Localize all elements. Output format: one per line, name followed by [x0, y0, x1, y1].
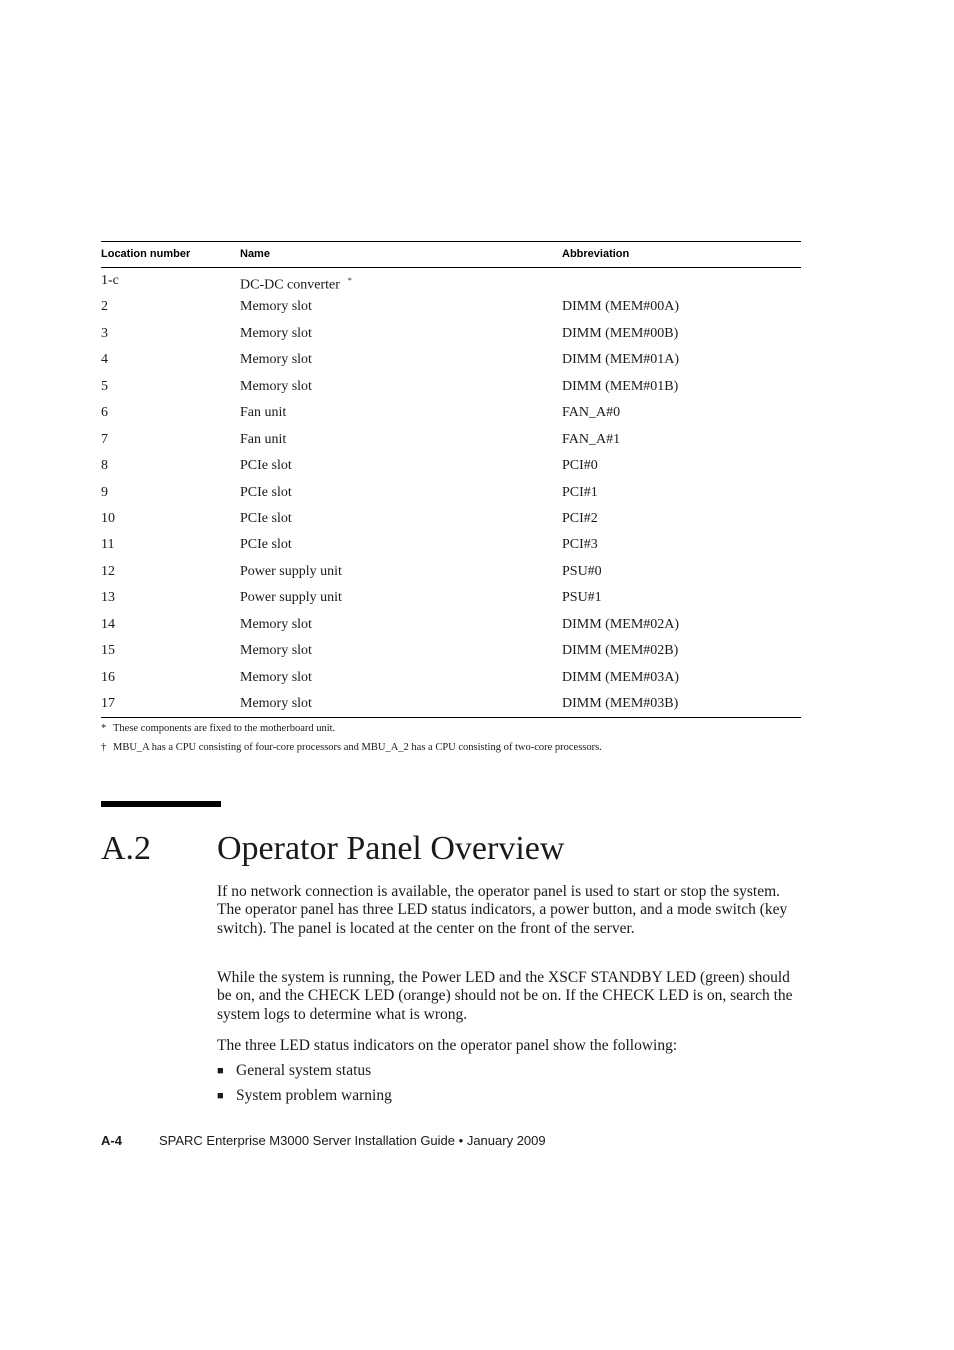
paragraph-1: If no network connection is available, the operator panel is used to start or stop the system. The operator panel has three LED status indicators, a power button, and a mode switch (key switch). The panel is located at the center on the front of the server.: [217, 883, 788, 937]
table-row: [101, 561, 801, 587]
cell-location: 16: [101, 669, 115, 685]
footnote-symbol: *: [101, 723, 107, 734]
cell-location: 3: [101, 325, 108, 341]
page-number: A-4: [101, 1133, 122, 1148]
footnote-1: [101, 723, 335, 734]
cell-abbreviation: FAN_A#0: [562, 405, 621, 421]
bullet-square-icon: ■: [217, 1090, 224, 1102]
footnote-2: [101, 742, 602, 753]
cell-abbreviation: DIMM (MEM#02A): [562, 616, 680, 632]
cell-abbreviation: PCI#3: [562, 537, 598, 553]
cell-abbreviation: DIMM (MEM#01B): [562, 378, 679, 394]
cell-name: Memory slot: [240, 669, 312, 685]
cell-location: 10: [101, 510, 115, 526]
table-row: [101, 587, 801, 613]
table-bottom-rule: [101, 717, 801, 718]
table-row: [101, 323, 801, 349]
cell-abbreviation: DIMM (MEM#03B): [562, 696, 679, 711]
cell-abbreviation: PCI#1: [562, 484, 598, 500]
cell-abbreviation: PSU#0: [562, 563, 602, 579]
footer-separator: •: [458, 1133, 464, 1148]
paragraph-2: While the system is running, the Power LED and the XSCF STANDBY LED (green) should be on, and the CHECK LED (orange) should not be on. If the CHECK LED is on, search the system logs to determine what is wrong.: [217, 969, 793, 1023]
table-row: [101, 270, 801, 296]
cell-location: 8: [101, 458, 108, 474]
cell-location: 4: [101, 352, 108, 368]
cell-location: 2: [101, 299, 108, 315]
cell-location: 11: [101, 537, 115, 553]
cell-name: PCIe slot: [240, 484, 292, 500]
table-body: [101, 270, 801, 719]
cell-location: 12: [101, 563, 115, 579]
bullet-item: [217, 1061, 371, 1081]
footnote-text: MBU_A has a CPU consisting of four-core processors and MBU_A_2 has a CPU consisting of two-core processors.: [113, 742, 602, 753]
cell-abbreviation: DIMM (MEM#01A): [562, 352, 680, 368]
footer-doc-title: SPARC Enterprise M3000 Server Installation Guide: [159, 1133, 456, 1148]
table-row: [101, 376, 801, 402]
cell-name: Memory slot: [240, 616, 312, 632]
cell-location: 1-c: [101, 273, 119, 288]
table-header-rule: [101, 267, 801, 268]
cell-name: Power supply unit: [240, 590, 342, 606]
cell-location: 13: [101, 590, 115, 606]
cell-location: 7: [101, 431, 108, 447]
table-row: [101, 508, 801, 534]
section-title: Operator Panel Overview: [217, 830, 565, 867]
table-row: [101, 455, 801, 481]
paragraph-3: The three LED status indicators on the operator panel show the following:: [217, 1037, 678, 1054]
table-row: [101, 349, 801, 375]
footer-date: January 2009: [466, 1133, 546, 1148]
table-row: [101, 429, 801, 455]
table-row: [101, 296, 801, 322]
cell-abbreviation: DIMM (MEM#00A): [562, 299, 680, 315]
table-row: [101, 693, 801, 719]
table-row: [101, 667, 801, 693]
cell-location: 5: [101, 378, 108, 394]
footnote-text: These components are fixed to the motherboard unit.: [113, 723, 336, 734]
cell-name: PCIe slot: [240, 537, 292, 553]
cell-location: 9: [101, 484, 108, 500]
cell-abbreviation: DIMM (MEM#03A): [562, 669, 680, 685]
bullet-square-icon: ■: [217, 1065, 224, 1077]
cell-location: 14: [101, 616, 115, 632]
header-name: Name: [240, 248, 270, 260]
cell-name: PCIe slot: [240, 458, 292, 474]
cell-name: Memory slot: [240, 299, 312, 315]
cell-name: Memory slot: [240, 378, 312, 394]
table-row: [101, 482, 801, 508]
cell-abbreviation: DIMM (MEM#02B): [562, 643, 679, 659]
cell-name: Fan unit: [240, 431, 287, 447]
section-rule: [101, 801, 221, 807]
cell-name: Fan unit: [240, 405, 287, 421]
cell-location: 6: [101, 405, 108, 421]
footnote-symbol: †: [101, 742, 107, 753]
cell-location: 17: [101, 696, 115, 711]
table-row: [101, 614, 801, 640]
header-location-number: Location number: [101, 248, 191, 260]
cell-abbreviation: PCI#0: [562, 458, 598, 474]
cell-abbreviation: PSU#1: [562, 590, 602, 606]
cell-abbreviation: PCI#2: [562, 510, 598, 526]
cell-abbreviation: FAN_A#1: [562, 431, 621, 447]
section-number: A.2: [101, 830, 152, 867]
table-row: [101, 640, 801, 666]
table-row: [101, 534, 801, 560]
footnote-marker: *: [347, 276, 352, 285]
table-row: [101, 402, 801, 428]
header-abbreviation: Abbreviation: [562, 248, 630, 260]
cell-name: Memory slot: [240, 352, 312, 368]
bullet-text: General system status: [236, 1062, 372, 1079]
cell-name: DC-DC converter *: [240, 276, 352, 293]
cell-name: Memory slot: [240, 696, 312, 711]
bullet-item: [217, 1086, 392, 1106]
bullet-text: System problem warning: [236, 1087, 392, 1104]
cell-name: Power supply unit: [240, 563, 342, 579]
cell-name: Memory slot: [240, 643, 312, 659]
cell-abbreviation: DIMM (MEM#00B): [562, 325, 679, 341]
cell-name: Memory slot: [240, 325, 312, 341]
cell-name: PCIe slot: [240, 510, 292, 526]
footer-title: [159, 1133, 546, 1148]
cell-location: 15: [101, 643, 115, 659]
table-top-rule: [101, 241, 801, 242]
